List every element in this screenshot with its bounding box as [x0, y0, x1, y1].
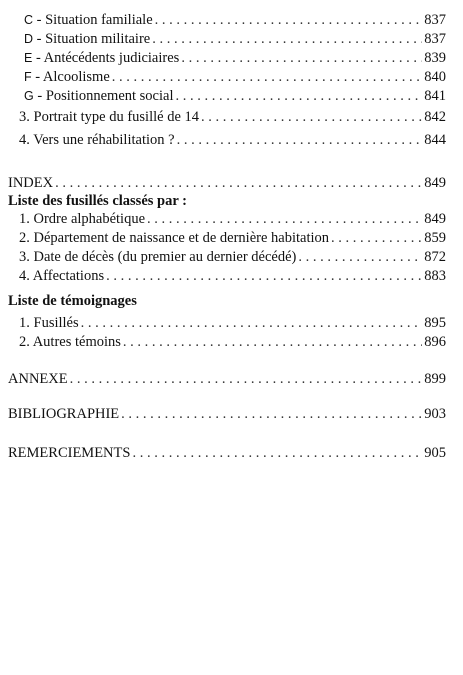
- page-number: 903: [424, 406, 446, 422]
- entry-letter: E: [24, 51, 33, 65]
- toc-entry-antecedents-judiciaires: [24, 49, 446, 68]
- dot-leader: [123, 333, 422, 352]
- toc-entry-fusilles: [19, 314, 446, 333]
- toc-entry-alcoolisme: [24, 68, 446, 87]
- entry-letter: D: [24, 32, 34, 46]
- page-number: 837: [424, 12, 446, 28]
- toc-entry-ordre-alphabetique: [19, 210, 446, 229]
- entry-title: 4. Vers une réhabilitation ?: [19, 132, 175, 148]
- page-number: 896: [424, 334, 446, 350]
- toc-entry-positionnement-social: [24, 87, 446, 106]
- page-number: 842: [424, 109, 446, 125]
- entry-title: ANNEXE: [8, 371, 68, 387]
- toc-entry-rehabilitation: [19, 131, 446, 150]
- toc-entry-date-deces: [19, 248, 446, 267]
- entry-title: 3. Date de décès (du premier au dernier décédé): [19, 249, 297, 265]
- entry-title: INDEX: [8, 175, 54, 191]
- dot-leader: [201, 108, 422, 127]
- page-number: 839: [424, 50, 446, 66]
- page-number: 849: [424, 175, 446, 191]
- page-number: 849: [424, 211, 446, 227]
- dot-leader: [121, 405, 422, 424]
- toc-entry-situation-familiale: [24, 11, 446, 30]
- entry-title: 1. Ordre alphabétique: [19, 211, 146, 227]
- dot-leader: [331, 229, 422, 248]
- heading-liste-fusilles: Liste des fusillés classés par :: [8, 193, 187, 209]
- toc-entry-departement: [19, 229, 446, 248]
- entry-title: - Antécédents judiciaires: [32, 50, 180, 66]
- dot-leader: [132, 444, 422, 463]
- page-number: 899: [424, 371, 446, 387]
- dot-leader: [181, 49, 422, 68]
- page-number: 905: [424, 445, 446, 461]
- dot-leader: [152, 30, 422, 49]
- toc-entry-autres-temoins: [19, 333, 446, 352]
- dot-leader: [106, 267, 422, 286]
- page-number: 844: [424, 132, 446, 148]
- dot-leader: [155, 11, 423, 30]
- dot-leader: [81, 314, 423, 333]
- entry-letter: G: [24, 89, 34, 103]
- entry-title: 3. Portrait type du fusillé de 14: [19, 109, 200, 125]
- dot-leader: [177, 131, 423, 150]
- page-number: 841: [424, 88, 446, 104]
- entry-letter: C: [24, 13, 34, 27]
- entry-title: 2. Autres témoins: [19, 334, 121, 350]
- dot-leader: [175, 87, 422, 106]
- entry-title: - Positionnement social: [33, 88, 174, 104]
- page-number: 872: [424, 249, 446, 265]
- toc-entry-portrait-type: [19, 108, 446, 127]
- page-number: 859: [424, 230, 446, 246]
- entry-title: REMERCIEMENTS: [8, 445, 131, 461]
- toc-entry-index: [8, 174, 446, 193]
- dot-leader: [70, 370, 423, 389]
- dot-leader: [112, 68, 422, 87]
- entry-title: 4. Affectations: [19, 268, 105, 284]
- entry-title: 2. Département de naissance et de dernière habitation: [19, 230, 330, 246]
- entry-title: BIBLIOGRAPHIE: [8, 406, 120, 422]
- toc-entry-remerciements: [8, 444, 446, 463]
- entry-title: - Situation familiale: [33, 12, 153, 28]
- entry-title: 1. Fusillés: [19, 315, 79, 331]
- dot-leader: [147, 210, 422, 229]
- toc-entry-affectations: [19, 267, 446, 286]
- dot-leader: [55, 174, 422, 193]
- entry-title: - Alcoolisme: [31, 69, 110, 85]
- dot-leader: [298, 248, 422, 267]
- page-number: 895: [424, 315, 446, 331]
- toc-entry-bibliographie: [8, 405, 446, 424]
- entry-title: - Situation militaire: [33, 31, 151, 47]
- page-number: 837: [424, 31, 446, 47]
- page-number: 883: [424, 268, 446, 284]
- toc-entry-annexe: [8, 370, 446, 389]
- page-number: 840: [424, 69, 446, 85]
- toc-entry-situation-militaire: [24, 30, 446, 49]
- heading-liste-temoignages: Liste de témoignages: [8, 293, 137, 309]
- entry-letter: F: [24, 70, 32, 84]
